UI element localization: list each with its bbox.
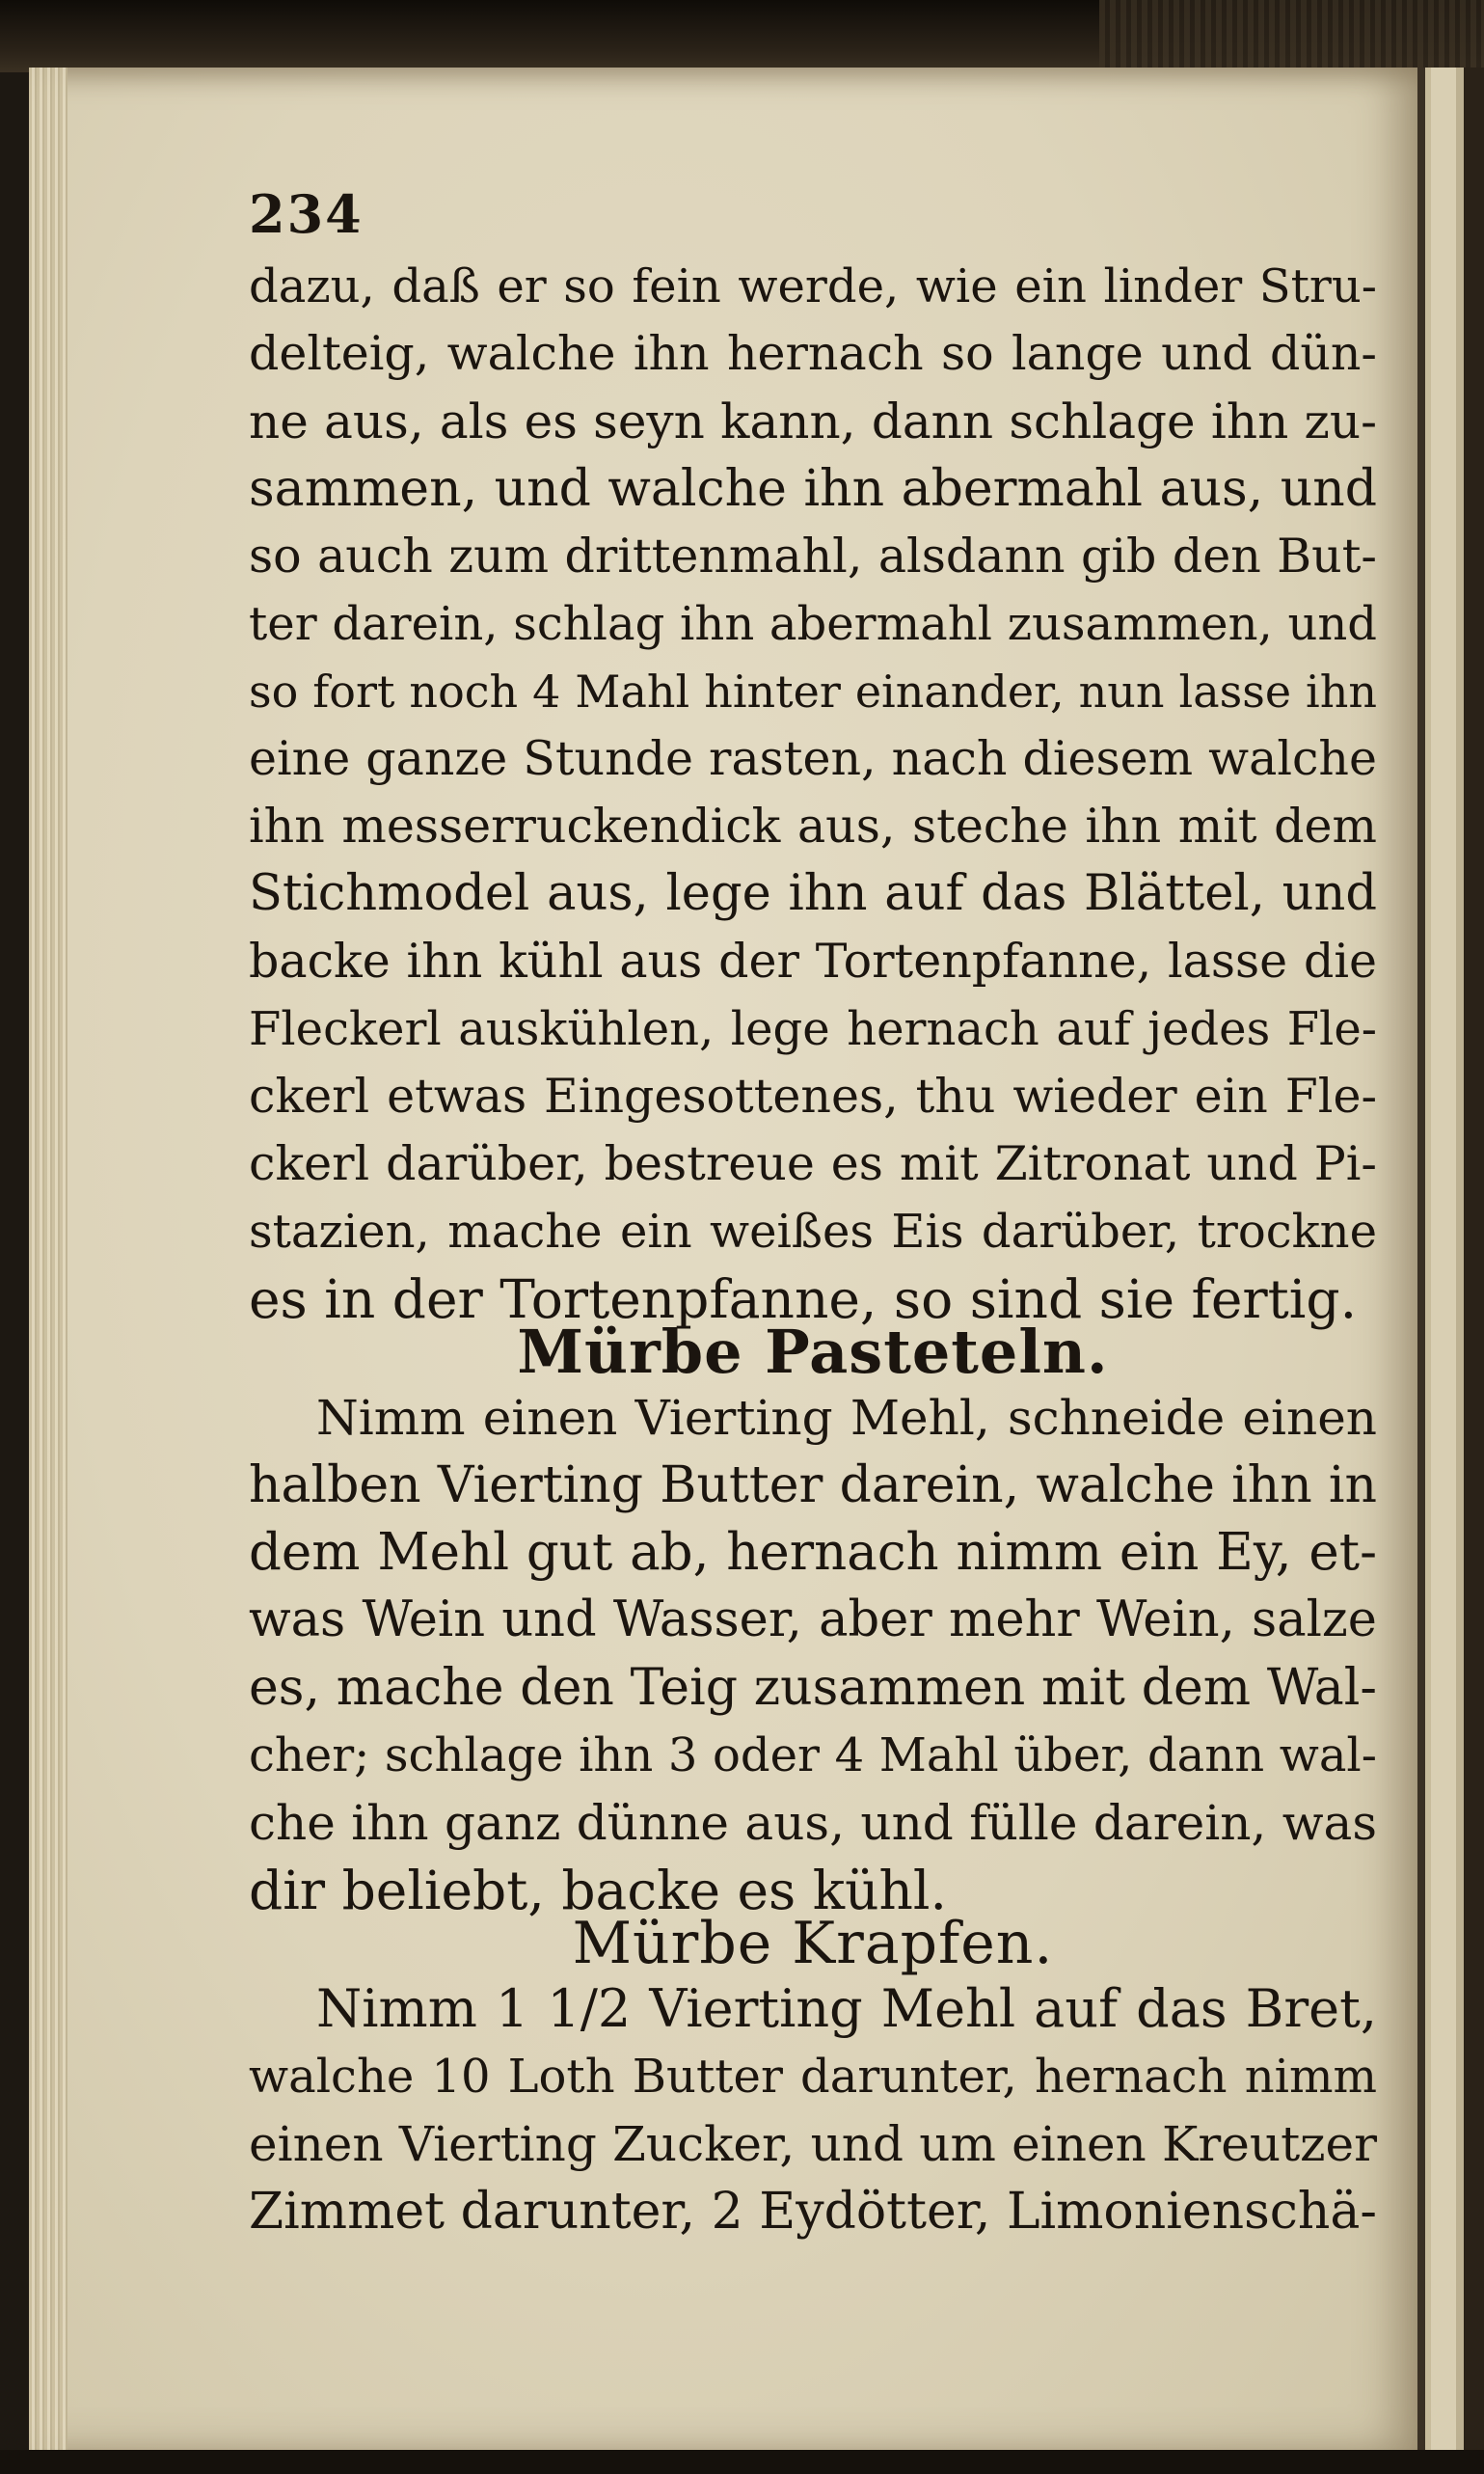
text-line: halben Vierting Butter darein, walche ihn in (249, 1456, 1377, 1514)
text-line: Fleckerl auskühlen, lege hernach auf jedes Fle- (249, 1002, 1377, 1056)
text-line: so auch zum drittenmahl, alsdann gib den But- (249, 529, 1377, 584)
text-line: es, mache den Teig zusammen mit dem Wal- (249, 1659, 1377, 1717)
scan-bottom-background (0, 2450, 1484, 2474)
section-heading: Mürbe Krapfen. (572, 1910, 1054, 1977)
text-line: dazu, daß er so fein werde, wie ein linder Stru- (249, 259, 1377, 313)
book-edge (1099, 0, 1484, 72)
text-line: Nimm 1 1/2 Vierting Mehl auf das Bret, (316, 1978, 1377, 2039)
page-edge-stack (29, 68, 67, 2450)
text-line: eine ganze Stunde rasten, nach diesem walche (249, 731, 1377, 786)
text-line: es in der Tortenpfanne, so sind sie fertig. (249, 1268, 1358, 1330)
text-line: ter darein, schlag ihn abermahl zusammen, und (249, 597, 1377, 651)
text-line: ckerl etwas Eingesottenes, thu wieder ein Fle- (249, 1069, 1377, 1124)
text-line: ckerl darüber, bestreue es mit Zitronat und Pi- (249, 1136, 1377, 1191)
next-page-edge (1417, 68, 1484, 2450)
page-number: 234 (249, 183, 364, 245)
text-line: cher; schlage ihn 3 oder 4 Mahl über, dann wal- (249, 1728, 1377, 1782)
text-line: che ihn ganz dünne aus, und fülle darein, was (249, 1795, 1377, 1851)
text-line: einen Vierting Zucker, und um einen Kreutzer (249, 2116, 1377, 2172)
text-line: Zimmet darunter, 2 Eydötter, Limonienschä- (249, 2183, 1377, 2241)
text-line: ihn messerruckendick aus, steche ihn mit dem (249, 799, 1377, 854)
text-line: Stichmodel aus, lege ihn auf das Blättel, und (249, 865, 1377, 922)
text-line: so fort noch 4 Mahl hinter einander, nun lasse ihn (249, 666, 1377, 718)
text-line: was Wein und Wasser, aber mehr Wein, salze (249, 1591, 1377, 1648)
text-line: dem Mehl gut ab, hernach nimm ein Ey, et- (249, 1523, 1377, 1582)
text-line: ne aus, als es seyn kann, dann schlage ihn zu- (249, 394, 1377, 449)
text-line: Nimm einen Vierting Mehl, schneide einen (316, 1390, 1377, 1446)
section-heading: Mürbe Pasteteln. (517, 1317, 1109, 1387)
text-line: delteig, walche ihn hernach so lange und dün- (249, 326, 1377, 381)
text-line: walche 10 Loth Butter darunter, hernach nimm (249, 2050, 1377, 2104)
text-line: sammen, und walche ihn abermahl aus, und (249, 460, 1377, 518)
text-line: dir beliebt, backe es kühl. (249, 1860, 947, 1921)
text-line: backe ihn kühl aus der Tortenpfanne, lasse die (249, 934, 1377, 989)
text-line: stazien, mache ein weißes Eis darüber, trockne (249, 1205, 1377, 1259)
